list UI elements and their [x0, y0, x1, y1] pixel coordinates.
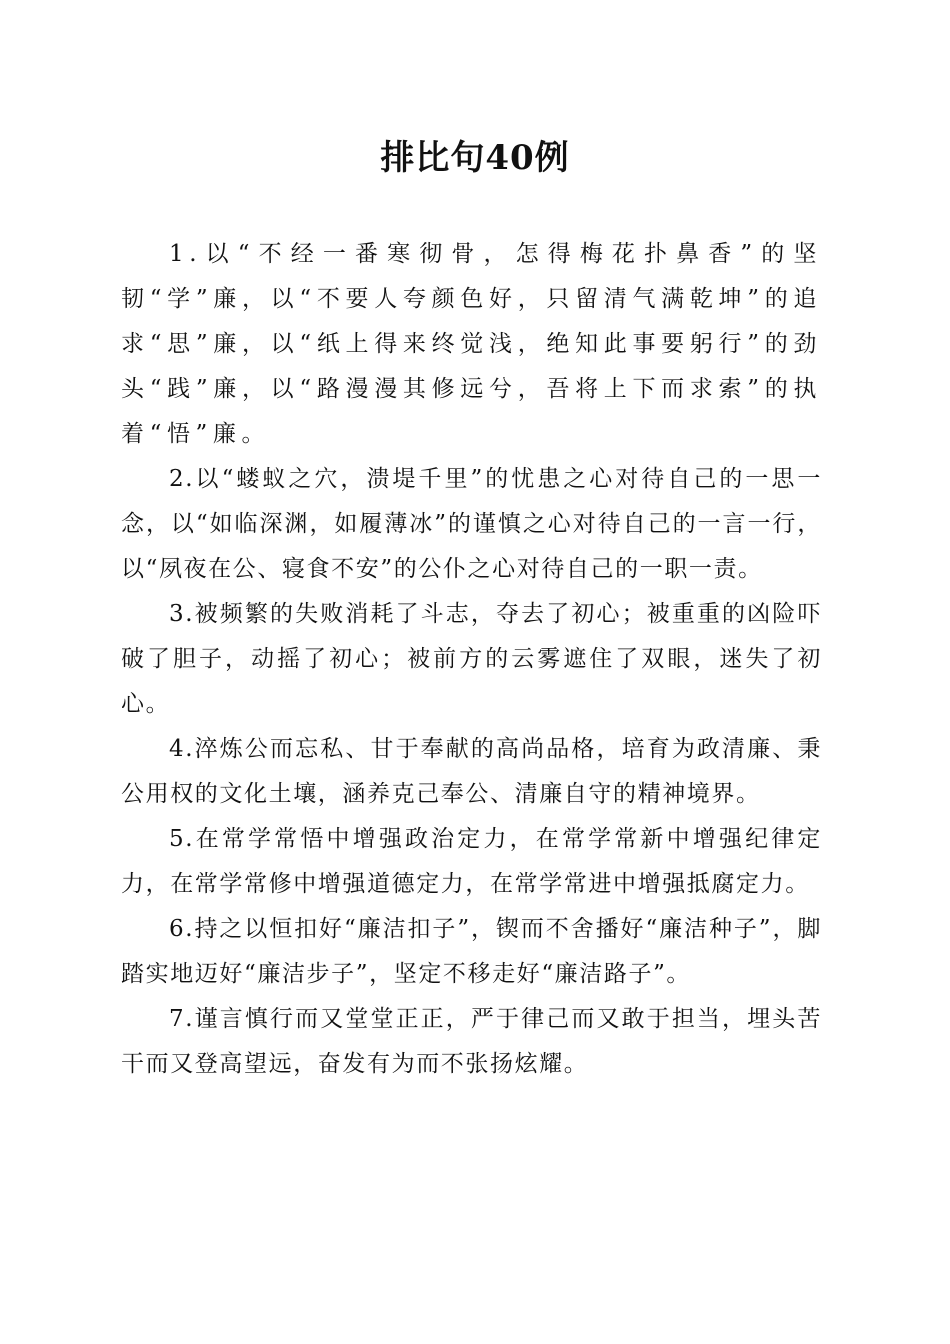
paragraph-1: 1.以“不经一番寒彻骨，怎得梅花扑鼻香”的坚韧“学”廉，以“不要人夸颜色好，只留清气满乾坤”的追求“思”廉，以“纸上得来终觉浅，绝知此事要躬行”的劲头“践”廉，以“路漫漫其修远兮，吾将上下而求索”的执着“悟”廉。 — [121, 241, 822, 447]
paragraph-3: 3.被频繁的失败消耗了斗志，夺去了初心；被重重的凶险吓破了胆子，动摇了初心；被前方的云雾遮住了双眼，迷失了初心。 — [121, 601, 822, 717]
document-body — [121, 232, 822, 1087]
paragraph-2: 2.以“蝼蚁之穴，溃堤千里”的忧患之心对待自己的一思一念，以“如临深渊，如履薄冰”的谨慎之心对待自己的一言一行，以“夙夜在公、寝食不安”的公仆之心对待自己的一职一责。 — [121, 466, 822, 582]
document-title: 排比句40例 — [380, 138, 570, 178]
paragraph-7: 7.谨言慎行而又堂堂正正，严于律己而又敢于担当，埋头苦干而又登高望远，奋发有为而不张扬炫耀。 — [121, 1006, 822, 1077]
paragraph-5: 5.在常学常悟中增强政治定力，在常学常新中增强纪律定力，在常学常修中增强道德定力，在常学常进中增强抵腐定力。 — [121, 826, 822, 897]
paragraph-4: 4.淬炼公而忘私、甘于奉献的高尚品格，培育为政清廉、秉公用权的文化土壤，涵养克己奉公、清廉自守的精神境界。 — [121, 736, 822, 807]
paragraph-6: 6.持之以恒扣好“廉洁扣子”，锲而不舍播好“廉洁种子”，脚踏实地迈好“廉洁步子”，坚定不移走好“廉洁路子”。 — [121, 916, 822, 987]
